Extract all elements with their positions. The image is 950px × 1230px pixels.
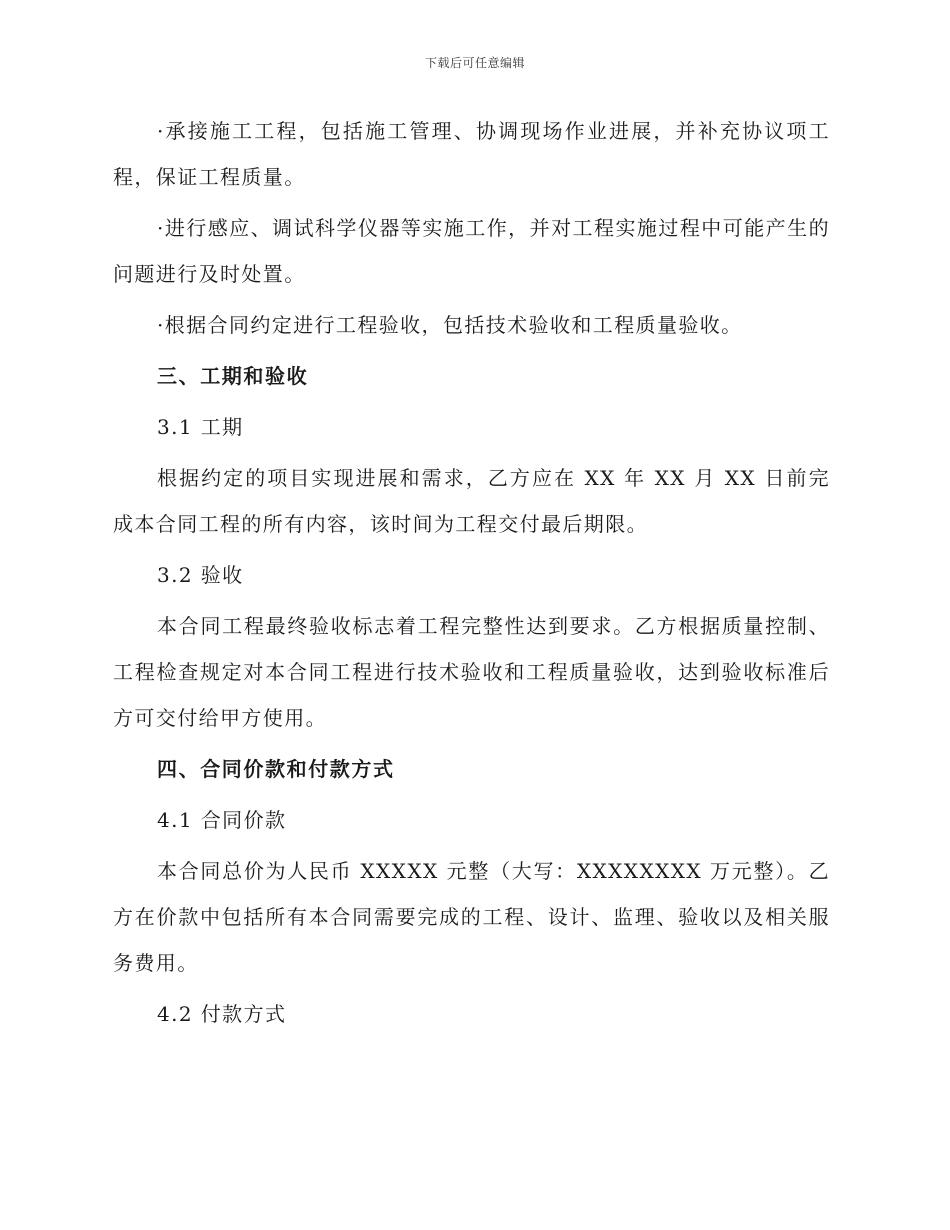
subsection-3-1: 3.1 工期: [157, 415, 244, 439]
page-header: 下载后可任意编辑: [424, 56, 525, 70]
bullet-construction: ·承接施工工程，包括施工管理、协调现场作业进展，并补充协议项工程，保证工程质量。: [113, 119, 830, 189]
paragraph-contract-price: 本合同总价为人民币 XXXXX 元整（大写：XXXXXXXX 万元整）。乙方在价款中包括所有本合同需要完成的工程、设计、监理、验收以及相关服务费用。: [113, 859, 830, 975]
subsection-4-2: 4.2 付款方式: [157, 1002, 287, 1026]
section-heading-schedule-acceptance: 三、工期和验收: [157, 364, 309, 388]
subsection-4-1: 4.1 合同价款: [157, 808, 287, 832]
paragraph-schedule: 根据约定的项目实现进展和需求，乙方应在 XX 年 XX 月 XX 日前完成本合同工程的所有内容，该时间为工程交付最后期限。: [113, 466, 830, 536]
bullet-acceptance: ·根据合同约定进行工程验收，包括技术验收和工程质量验收。: [157, 313, 743, 337]
bullet-instrument-debugging: ·进行感应、调试科学仪器等实施工作，并对工程实施过程中可能产生的问题进行及时处置。: [113, 216, 830, 286]
document-body: [113, 108, 830, 1042]
section-heading-price-payment: 四、合同价款和付款方式: [157, 757, 395, 781]
subsection-3-2: 3.2 验收: [157, 563, 244, 587]
paragraph-acceptance: 本合同工程最终验收标志着工程完整性达到要求。乙方根据质量控制、工程检查规定对本合同工程进行技术验收和工程质量验收，达到验收标准后方可交付给甲方使用。: [113, 614, 830, 730]
